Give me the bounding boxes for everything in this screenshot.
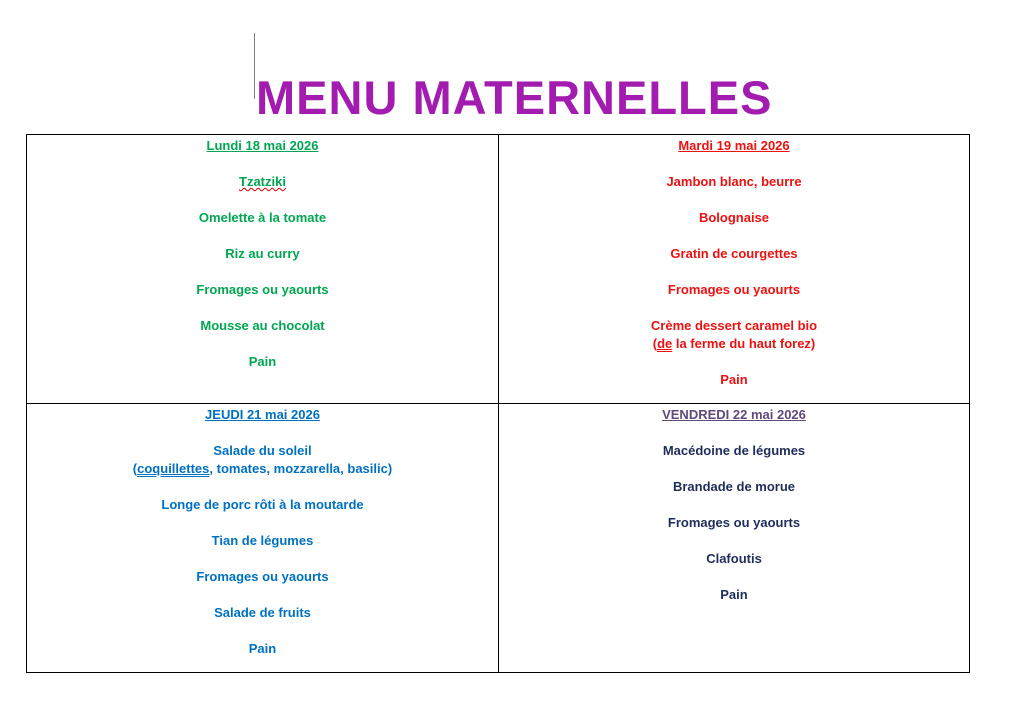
page-title: MENU MATERNELLES <box>256 71 773 125</box>
dish-item <box>499 550 969 568</box>
dish-item <box>27 442 498 478</box>
dish-item <box>499 586 969 604</box>
dish-list <box>499 442 969 604</box>
dish-line: Fromages ou yaourts <box>196 282 329 297</box>
dish-line: Pain <box>248 641 277 656</box>
day-cell-thursday <box>27 404 499 672</box>
dish-line: Salade de fruits <box>214 605 311 620</box>
dish-item <box>27 532 498 550</box>
dish-line: Crème dessert caramel bio <box>650 318 818 333</box>
dish-line: Salade du soleil <box>213 443 312 458</box>
dish-item <box>499 317 969 353</box>
day-cell-monday <box>27 135 499 404</box>
dish-list <box>27 173 498 371</box>
day-heading: Mardi 19 mai 2026 <box>678 138 790 153</box>
dish-line: Mousse au chocolat <box>200 318 325 333</box>
dish-item <box>27 281 498 299</box>
dish-item <box>27 496 498 514</box>
day-cell-tuesday <box>499 135 969 404</box>
dish-line: Fromages ou yaourts <box>196 569 329 584</box>
dish-item <box>499 442 969 460</box>
dish-item <box>499 173 969 191</box>
dish-list <box>499 173 969 389</box>
dish-item <box>27 317 498 335</box>
dish-line: Bolognaise <box>698 210 770 225</box>
day-heading: JEUDI 21 mai 2026 <box>205 407 320 422</box>
dish-line: Tzatziki <box>239 174 286 189</box>
dish-line: Riz au curry <box>225 246 300 261</box>
dish-line: (de la ferme du haut forez) <box>652 336 816 351</box>
dish-line: Macédoine de légumes <box>662 443 806 458</box>
dish-line: Longe de porc rôti à la moutarde <box>161 497 364 512</box>
day-cell-friday <box>499 404 969 672</box>
dish-item <box>499 245 969 263</box>
day-heading: Lundi 18 mai 2026 <box>206 138 319 153</box>
dish-item <box>499 209 969 227</box>
dish-item <box>27 173 498 191</box>
dish-line: Fromages ou yaourts <box>667 282 801 297</box>
dish-line: Brandade de morue <box>672 479 796 494</box>
dish-line: (coquillettes, tomates, mozzarella, basilic) <box>132 461 393 476</box>
dish-item <box>499 514 969 532</box>
dish-item <box>499 281 969 299</box>
dish-item <box>27 568 498 586</box>
dish-line: Pain <box>720 587 748 602</box>
dish-line: Clafoutis <box>706 551 762 566</box>
dish-line: Jambon blanc, beurre <box>666 174 802 189</box>
dish-line: Omelette à la tomate <box>198 210 327 225</box>
dish-line: Fromages ou yaourts <box>667 515 801 530</box>
dish-item <box>499 371 969 389</box>
dish-item <box>27 245 498 263</box>
dish-item <box>27 604 498 622</box>
dish-item <box>499 478 969 496</box>
dish-line: Tian de légumes <box>211 533 314 548</box>
dish-item <box>27 353 498 371</box>
text-cursor <box>254 33 255 99</box>
dish-line: Pain <box>720 372 748 387</box>
dish-item <box>27 209 498 227</box>
dish-line: Gratin de courgettes <box>670 246 798 261</box>
dish-list <box>27 442 498 658</box>
dish-line: Pain <box>248 354 277 369</box>
dish-item <box>27 640 498 658</box>
day-heading: VENDREDI 22 mai 2026 <box>662 407 806 422</box>
menu-table <box>26 134 970 673</box>
